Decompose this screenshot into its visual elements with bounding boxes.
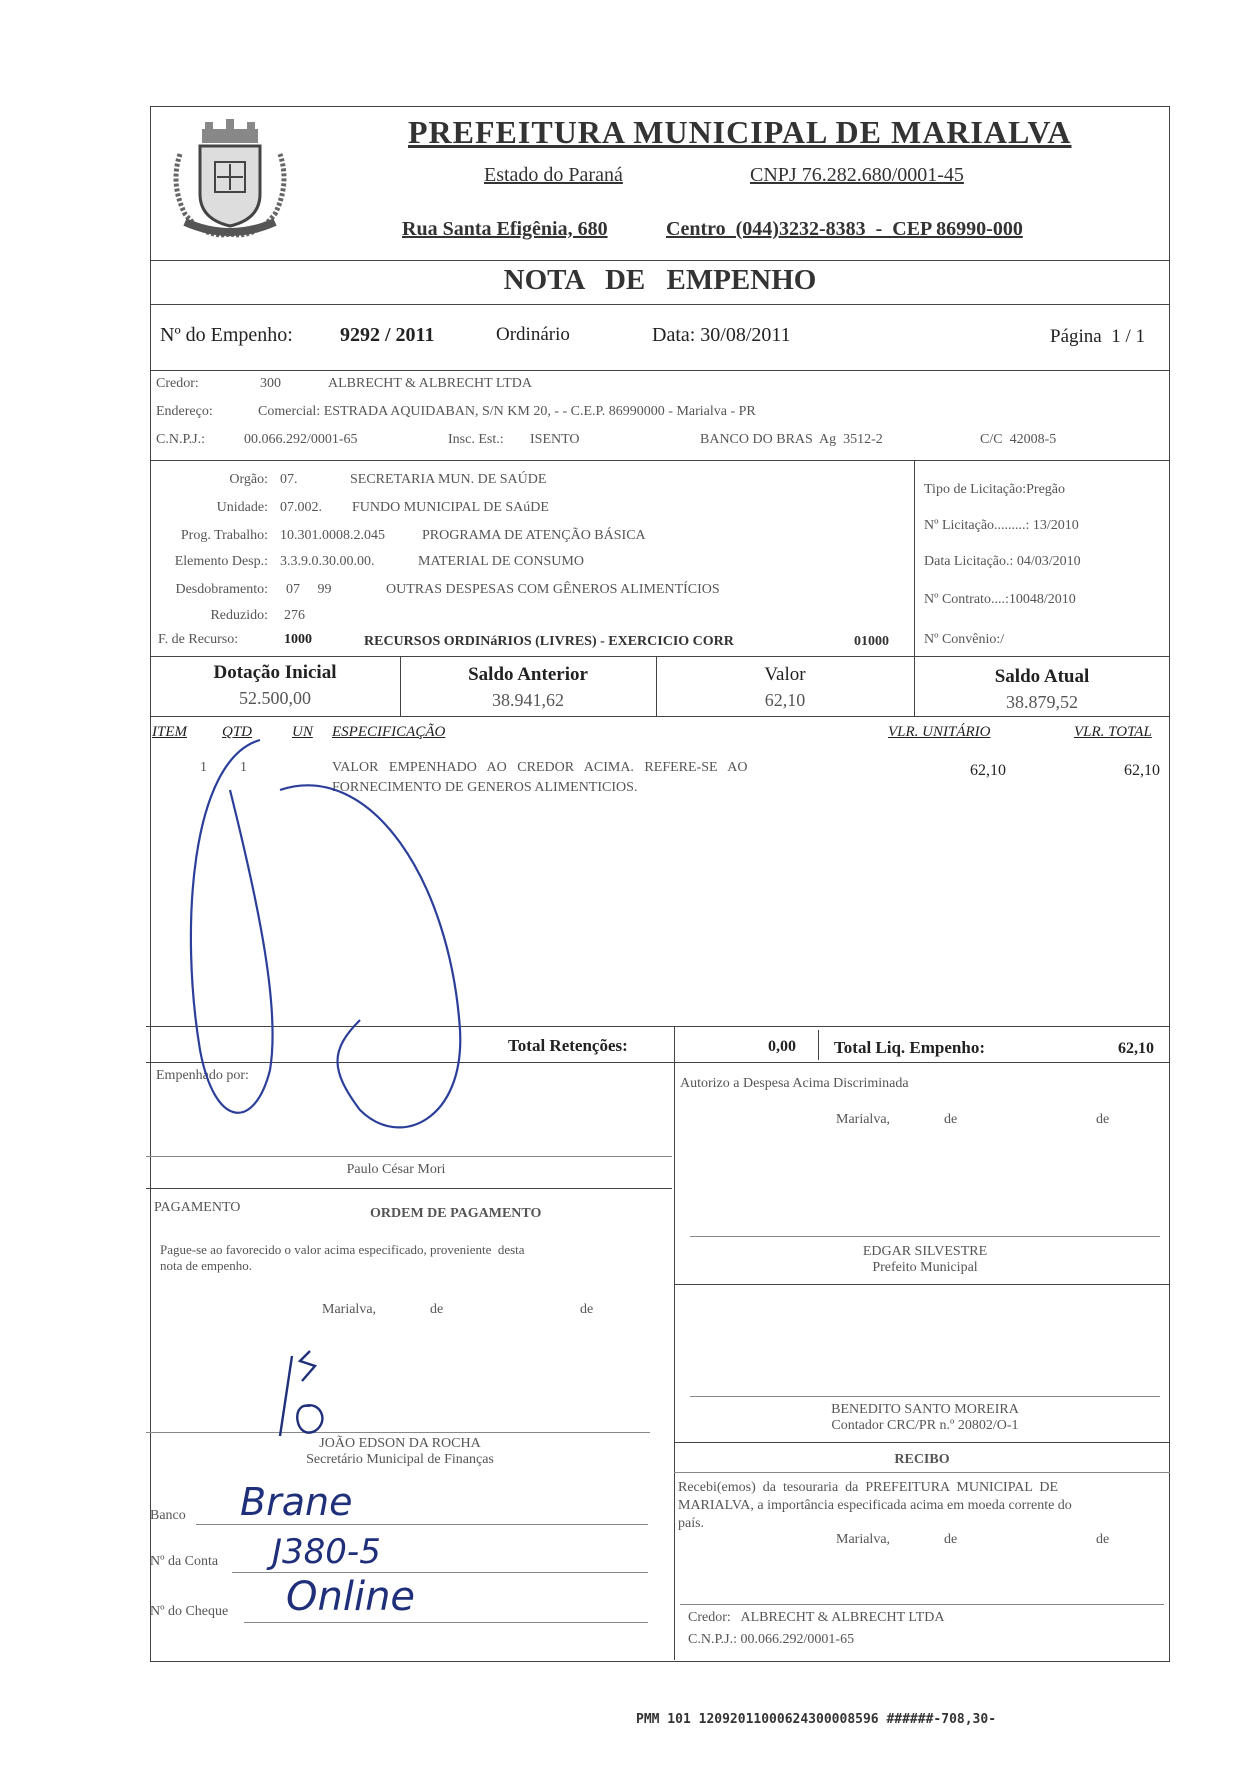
item-espec-line2: FORNECIMENTO DE GENEROS ALIMENTICIOS. xyxy=(332,780,638,795)
autorizo-place: Marialva, xyxy=(836,1112,891,1127)
pagamento-label: PAGAMENTO xyxy=(154,1200,241,1215)
credor-code: 300 xyxy=(260,376,281,391)
account-info: C/C 42008-5 xyxy=(980,432,1057,447)
licitacao-data: Data Licitação.: 04/03/2010 xyxy=(924,554,1081,569)
prefeito-name: EDGAR SILVESTRE xyxy=(862,1244,988,1259)
desdob-label: Desdobramento: xyxy=(175,582,268,597)
recibo-de1: de xyxy=(944,1532,958,1547)
cnpj-value: 00.066.292/0001-65 xyxy=(244,432,358,447)
empenho-label: Nº do Empenho: xyxy=(160,324,293,346)
signature-secretary xyxy=(270,1346,350,1446)
cheque-label: Nº do Cheque xyxy=(150,1604,229,1619)
org-cnpj: CNPJ 76.282.680/0001-45 xyxy=(750,164,964,186)
desdob-value: 07 99 xyxy=(286,582,332,597)
autorizo-de2: de xyxy=(1096,1112,1110,1127)
ordem-label: ORDEM DE PAGAMENTO xyxy=(370,1206,542,1221)
col-vlr-total: VLR. TOTAL xyxy=(1074,724,1152,740)
recibo-credor: Credor: ALBRECHT & ALBRECHT LTDA xyxy=(688,1610,945,1625)
col-item: ITEM xyxy=(152,724,187,740)
cheque-value: Online xyxy=(286,1574,416,1620)
recibo-title: RECIBO xyxy=(894,1452,950,1467)
dotacao-label: Dotação Inicial xyxy=(213,662,337,683)
org-contact: Centro (044)3232-8383 - CEP 86990-000 xyxy=(666,218,1023,240)
recibo-place: Marialva, xyxy=(836,1532,891,1547)
autorizo-de1: de xyxy=(944,1112,958,1127)
col-vlr-unit: VLR. UNITÁRIO xyxy=(888,724,991,740)
empenhado-label: Empenhado por: xyxy=(156,1068,249,1083)
item-vlr-total: 62,10 xyxy=(1124,762,1160,779)
conta-label: Nº da Conta xyxy=(150,1554,219,1569)
empenho-type: Ordinário xyxy=(496,324,570,345)
bank-info: BANCO DO BRAS Ag 3512-2 xyxy=(700,432,883,447)
retencoes-value: 0,00 xyxy=(768,1038,796,1055)
footer-code: PMM 101 12092011000624300008596 ######-708,30- xyxy=(636,1712,997,1727)
pagamento-text1: Pague-se ao favorecido o valor acima especificado, proveniente desta xyxy=(160,1242,525,1257)
unidade-label: Unidade: xyxy=(216,500,268,515)
doc-title: NOTA DE EMPENHO xyxy=(503,264,817,296)
endereco-label: Endereço: xyxy=(156,404,213,419)
saldo-anterior-value: 38.941,62 xyxy=(492,690,564,710)
empenho-date: Data: 30/08/2011 xyxy=(652,324,791,346)
prog-value: 10.301.0008.2.045 xyxy=(280,528,385,543)
orgao-value: 07. xyxy=(280,472,298,487)
dotacao-value: 52.500,00 xyxy=(239,688,311,708)
orgao-desc: SECRETARIA MUN. DE SAÚDE xyxy=(350,472,547,487)
recurso-code: 01000 xyxy=(854,634,889,649)
credor-name: ALBRECHT & ALBRECHT LTDA xyxy=(328,376,532,391)
elemento-value: 3.3.9.0.30.00.00. xyxy=(280,554,375,569)
page-number: Página 1 / 1 xyxy=(1050,326,1145,347)
recibo-text2: MARIALVA, a importância especificada acima em moeda corrente do xyxy=(678,1498,1072,1513)
recibo-text3: país. xyxy=(678,1516,705,1531)
prog-label: Prog. Trabalho: xyxy=(180,528,268,543)
org-name: PREFEITURA MUNICIPAL DE MARIALVA xyxy=(408,114,1072,150)
licitacao-contrato: Nº Contrato....:10048/2010 xyxy=(924,592,1076,607)
contador-name: BENEDITO SANTO MOREIRA xyxy=(831,1402,1019,1417)
valor-label: Valor xyxy=(764,664,806,685)
col-qtd: QTD xyxy=(222,724,253,740)
pagamento-text2: nota de empenho. xyxy=(160,1258,253,1273)
recibo-cnpj: C.N.P.J.: 00.066.292/0001-65 xyxy=(688,1632,855,1647)
secretario-name: JOÃO EDSON DA ROCHA xyxy=(319,1436,481,1451)
saldo-atual-value: 38.879,52 xyxy=(1006,692,1078,712)
col-un: UN xyxy=(292,724,313,740)
credor-label: Credor: xyxy=(156,376,199,391)
valor-value: 62,10 xyxy=(764,690,806,710)
desdob-desc: OUTRAS DESPESAS COM GÊNEROS ALIMENTÍCIOS xyxy=(386,582,720,597)
prog-desc: PROGRAMA DE ATENÇÃO BÁSICA xyxy=(422,528,646,543)
prefeito-role: Prefeito Municipal xyxy=(872,1260,978,1275)
insc-label: Insc. Est.: xyxy=(448,432,504,447)
secretario-role: Secretário Municipal de Finanças xyxy=(306,1452,494,1467)
saldo-atual-label: Saldo Atual xyxy=(994,666,1090,687)
contador-role: Contador CRC/PR n.º 20802/O-1 xyxy=(831,1418,1019,1433)
pagamento-de1: de xyxy=(430,1302,444,1317)
coat-of-arms-icon xyxy=(160,114,300,244)
banco-value: Brane xyxy=(240,1480,353,1524)
recurso-desc: RECURSOS ORDINáRIOS (LIVRES) - EXERCICIO CORR xyxy=(364,634,734,649)
licitacao-tipo: Tipo de Licitação:Pregão xyxy=(924,482,1066,497)
endereco-value: Comercial: ESTRADA AQUIDABAN, S/N KM 20, - - C.E.P. 86990000 - Marialva - PR xyxy=(258,404,756,419)
elemento-label: Elemento Desp.: xyxy=(174,554,268,569)
liq-empenho-label: Total Liq. Empenho: xyxy=(834,1038,985,1057)
org-address: Rua Santa Efigênia, 680 xyxy=(402,218,608,240)
conta-value: J380-5 xyxy=(272,1532,381,1572)
recurso-value: 1000 xyxy=(284,632,312,647)
liq-empenho-value: 62,10 xyxy=(1118,1040,1154,1057)
col-espec: ESPECIFICAÇÃO xyxy=(332,724,446,740)
retencoes-label: Total Retenções: xyxy=(508,1036,628,1055)
orgao-label: Orgão: xyxy=(229,472,268,487)
recibo-text1: Recebi(emos) da tesouraria da PREFEITURA MUNICIPAL DE xyxy=(678,1480,1059,1495)
item-qtd: 1 xyxy=(240,760,247,775)
elemento-desc: MATERIAL DE CONSUMO xyxy=(418,554,584,569)
item-espec-line1: VALOR EMPENHADO AO CREDOR ACIMA. REFERE-SE AO xyxy=(332,760,748,775)
item-number: 1 xyxy=(200,760,207,775)
reduzido-label: Reduzido: xyxy=(210,608,268,623)
state-name: Estado do Paraná xyxy=(484,164,623,186)
autorizo-label: Autorizo a Despesa Acima Discriminada xyxy=(680,1076,909,1091)
item-vlr-unit: 62,10 xyxy=(970,762,1006,779)
licitacao-convenio: Nº Convênio:/ xyxy=(924,632,1005,647)
licitacao-numero: Nº Licitação.........: 13/2010 xyxy=(924,518,1079,533)
banco-label: Banco xyxy=(150,1508,186,1523)
unidade-desc: FUNDO MUNICIPAL DE SAúDE xyxy=(352,500,549,515)
signature-scribble xyxy=(160,730,490,1160)
saldo-anterior-label: Saldo Anterior xyxy=(468,664,588,685)
empenho-number: 9292 / 2011 xyxy=(340,324,435,346)
recibo-de2: de xyxy=(1096,1532,1110,1547)
unidade-value: 07.002. xyxy=(280,500,322,515)
insc-value: ISENTO xyxy=(530,432,580,447)
pagamento-de2: de xyxy=(580,1302,594,1317)
reduzido-value: 276 xyxy=(284,608,305,623)
recurso-label: F. de Recurso: xyxy=(158,632,239,647)
cnpj-label: C.N.P.J.: xyxy=(156,432,206,447)
empenhado-name: Paulo César Mori xyxy=(346,1162,446,1177)
pagamento-place: Marialva, xyxy=(322,1302,377,1317)
